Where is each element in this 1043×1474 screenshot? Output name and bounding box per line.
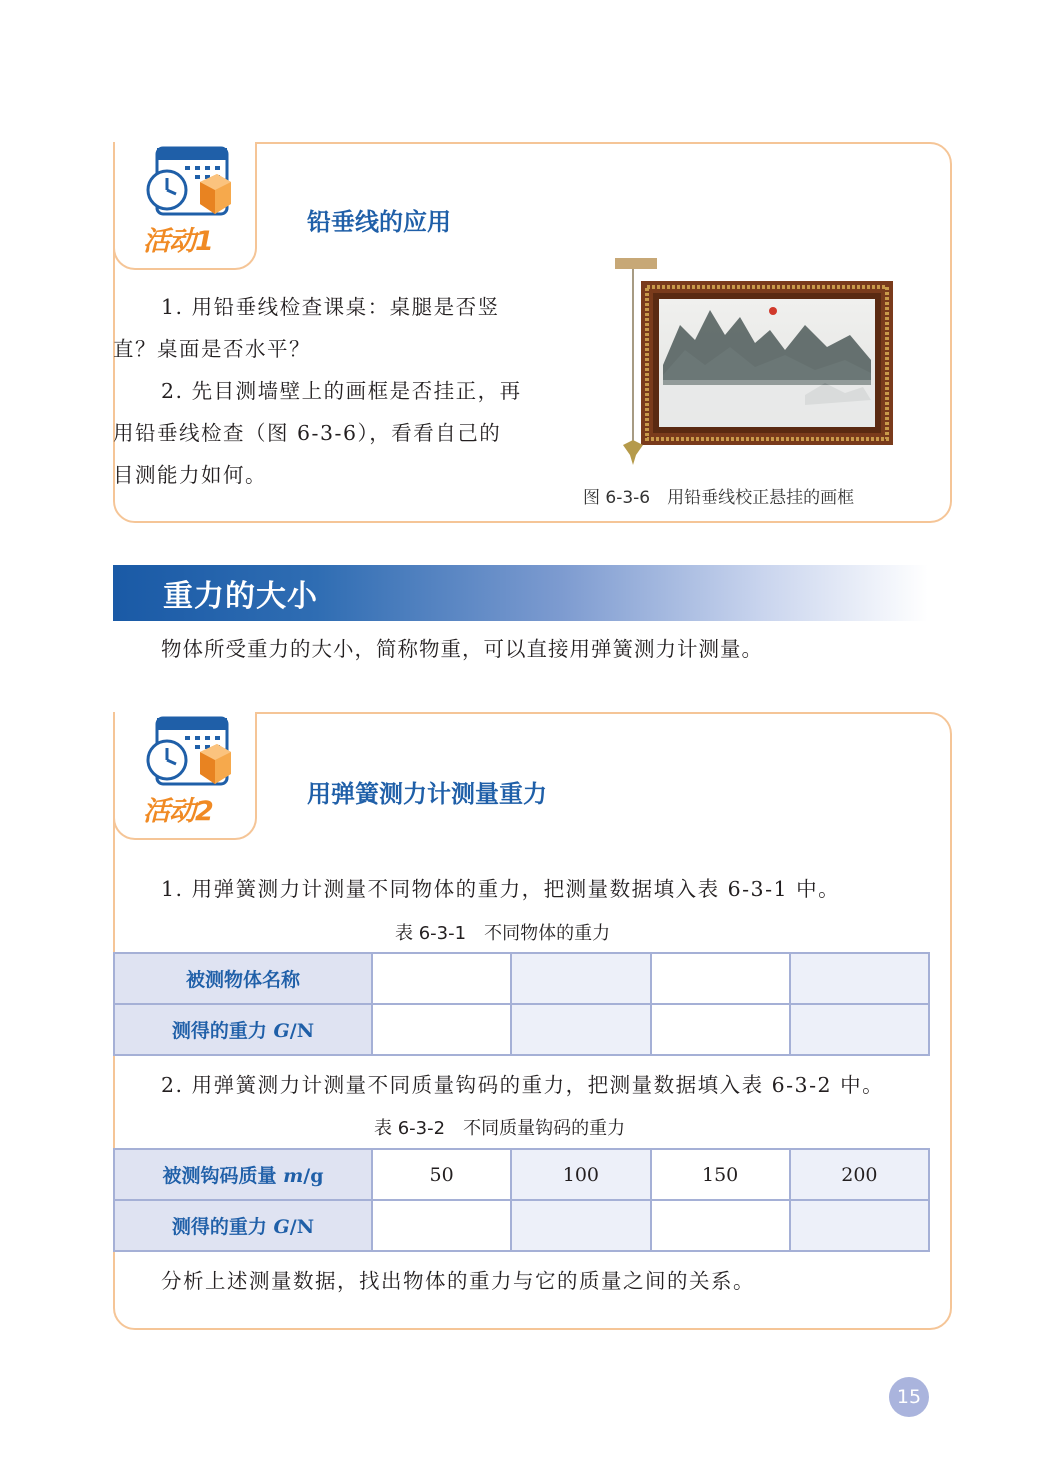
table1-cell <box>511 953 650 1004</box>
section-title: 重力的大小 <box>163 579 318 614</box>
table-row <box>114 1149 929 1200</box>
variable-symbol: m <box>283 1165 304 1187</box>
unit-text: /N <box>289 1020 315 1042</box>
activity1-paragraph <box>113 286 563 496</box>
table1-caption: 表 6-3-1 不同物体的重力 <box>395 923 611 944</box>
table2-cell <box>372 1200 511 1251</box>
header-text: 被测钩码质量 <box>162 1165 284 1187</box>
activity1-title: 铅垂线的应用 <box>307 208 451 236</box>
activity1-step1-line2: 直？桌面是否水平？ <box>113 337 311 361</box>
table2-cell <box>651 1200 790 1251</box>
activity2-badge <box>113 712 257 840</box>
table2-row1-header <box>114 1149 372 1200</box>
table2-mass-cell: 50 <box>372 1149 511 1200</box>
table1-cell <box>790 1004 929 1055</box>
table1-cell <box>511 1004 650 1055</box>
activity1-label: 活动1 <box>143 226 213 257</box>
unit-text: /N <box>289 1216 315 1238</box>
table1 <box>113 952 930 1056</box>
activity2-step2: 2. 用弹簧测力计测量不同质量钩码的重力，把测量数据填入表 6-3-2 中。 <box>161 1073 885 1097</box>
table1-cell <box>651 1004 790 1055</box>
page-number: 15 <box>889 1377 929 1417</box>
activity2-title: 用弹簧测力计测量重力 <box>307 780 547 808</box>
table1-row2-header <box>114 1004 372 1055</box>
table2-mass-cell: 100 <box>511 1149 650 1200</box>
activity1-step2-line2: 用铅垂线检查（图 6-3-6），看看自己的 <box>113 421 502 445</box>
table-row <box>114 953 929 1004</box>
unit-text: /g <box>303 1165 324 1187</box>
table2 <box>113 1148 930 1252</box>
table2-row2-header <box>114 1200 372 1251</box>
table1-cell <box>372 1004 511 1055</box>
table2-mass-cell: 150 <box>651 1149 790 1200</box>
table1-cell <box>372 953 511 1004</box>
table2-mass-cell: 200 <box>790 1149 929 1200</box>
header-text: 测得的重力 <box>171 1216 274 1238</box>
section-header-bar <box>113 565 928 621</box>
activity2-step1: 1. 用弹簧测力计测量不同物体的重力，把测量数据填入表 6-3-1 中。 <box>161 877 841 901</box>
activity2-conclusion: 分析上述测量数据，找出物体的重力与它的质量之间的关系。 <box>161 1269 755 1293</box>
table2-caption: 表 6-3-2 不同质量钩码的重力 <box>374 1118 626 1139</box>
activity1-step2-line3: 目测能力如何。 <box>113 463 267 487</box>
calendar-clock-box-icon <box>145 142 231 220</box>
variable-symbol: G <box>273 1216 290 1238</box>
activity2-label: 活动2 <box>143 796 213 827</box>
activity1-badge <box>113 142 257 270</box>
table1-cell <box>651 953 790 1004</box>
header-text: 测得的重力 <box>171 1020 274 1042</box>
table1-row1-header: 被测物体名称 <box>114 953 372 1004</box>
calendar-clock-box-icon <box>145 712 231 790</box>
figure-caption: 图 6-3-6 用铅垂线校正悬挂的画框 <box>583 488 855 508</box>
activity1-step1-line1: 1. 用铅垂线检查课桌：桌腿是否竖 <box>161 295 500 319</box>
table-row <box>114 1200 929 1251</box>
table1-cell <box>790 953 929 1004</box>
table2-cell <box>511 1200 650 1251</box>
framed-landscape-painting-figure <box>605 255 900 470</box>
variable-symbol: G <box>273 1020 290 1042</box>
section-intro: 物体所受重力的大小，简称物重，可以直接用弹簧测力计测量。 <box>161 637 763 661</box>
table2-cell <box>790 1200 929 1251</box>
table-row <box>114 1004 929 1055</box>
activity1-step2-line1: 2. 先目测墙壁上的画框是否挂正，再 <box>161 379 522 403</box>
